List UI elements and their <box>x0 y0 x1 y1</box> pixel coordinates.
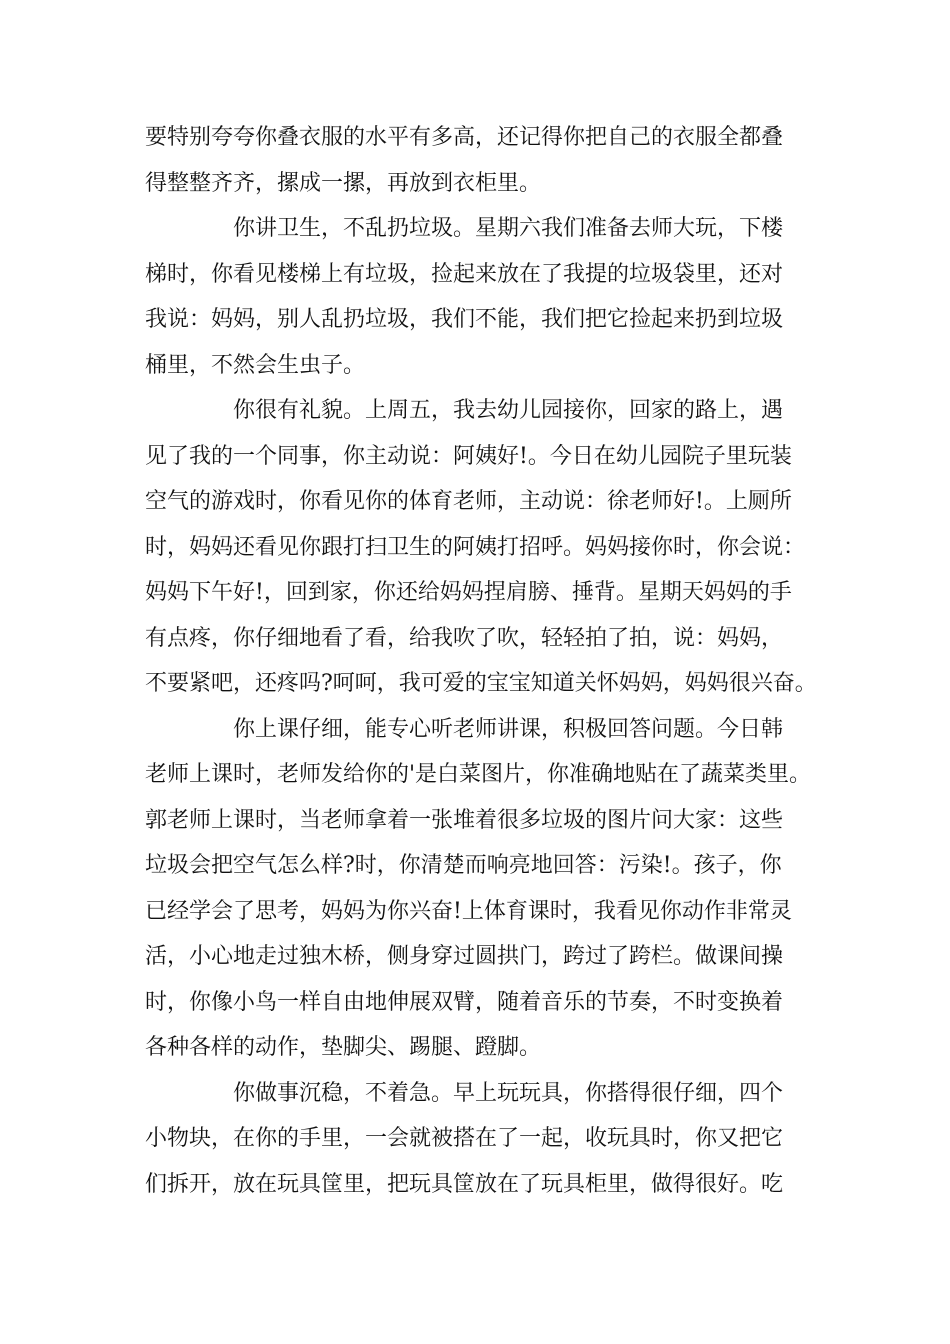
text-line: 见了我的一个同事，你主动说：阿姨好!。今日在幼儿园院子里玩装 <box>145 443 792 469</box>
text-line: 时，你像小鸟一样自由地伸展双臂，随着音乐的节奏，不时变换着 <box>145 989 784 1015</box>
text-line: 要特别夸夸你叠衣服的水平有多高，还记得你把自己的衣服全都叠 <box>145 125 784 150</box>
text-line: 时，妈妈还看见你跟打扫卫生的阿姨打招呼。妈妈接你时，你会说： <box>145 534 806 560</box>
text-line: 有点疼，你仔细地看了看，给我吹了吹，轻轻拍了拍，说：妈妈， <box>145 625 784 651</box>
text-line: 空气的游戏时，你看见你的体育老师，主动说：徐老师好!。上厕所 <box>145 489 792 514</box>
paragraph-start-line: 你讲卫生，不乱扔垃圾。星期六我们准备去师大玩，下楼 <box>233 216 784 241</box>
paragraph-start-line: 你上课仔细，能专心听老师讲课，积极回答问题。今日韩 <box>233 716 784 742</box>
paragraph-start-line: 你做事沉稳，不着急。早上玩玩具，你搭得很仔细，四个 <box>233 1080 784 1106</box>
paragraph-start-line: 你很有礼貌。上周五，我去幼儿园接你，回家的路上，遇 <box>233 398 784 423</box>
text-line: 小物块，在你的手里，一会就被搭在了一起，收玩具时，你又把它 <box>145 1126 784 1151</box>
text-line: 得整整齐齐，摞成一摞，再放到衣柜里。 <box>145 170 542 196</box>
text-line: 们拆开，放在玩具筐里，把玩具筐放在了玩具柜里，做得很好。吃 <box>145 1171 784 1197</box>
text-line: 梯时，你看见楼梯上有垃圾，捡起来放在了我提的垃圾袋里，还对 <box>145 261 784 287</box>
text-line: 桶里，不然会生虫子。 <box>145 352 366 378</box>
text-line: 我说：妈妈，别人乱扔垃圾，我们不能，我们把它捡起来扔到垃圾 <box>145 307 784 332</box>
text-line: 垃圾会把空气怎么样?时，你清楚而响亮地回答：污染!。孩子，你 <box>145 853 782 878</box>
text-line: 不要紧吧，还疼吗?呵呵，我可爱的宝宝知道关怀妈妈，妈妈很兴奋。 <box>145 671 817 696</box>
text-line: 活，小心地走过独木桥，侧身穿过圆拱门，跨过了跨栏。做课间操 <box>145 944 784 969</box>
text-line: 已经学会了思考，妈妈为你兴奋!上体育课时，我看见你动作非常灵 <box>145 898 792 924</box>
text-line: 老师上课时，老师发给你的'是白菜图片，你准确地贴在了蔬菜类里。 <box>145 762 812 787</box>
text-line: 郭老师上课时，当老师拿着一张堆着很多垃圾的图片问大家：这些 <box>145 807 784 833</box>
body-text <box>145 115 845 1207</box>
text-line: 各种各样的动作，垫脚尖、踢腿、蹬脚。 <box>145 1035 542 1060</box>
text-line: 妈妈下午好!，回到家，你还给妈妈捏肩膀、捶背。星期天妈妈的手 <box>145 580 792 605</box>
